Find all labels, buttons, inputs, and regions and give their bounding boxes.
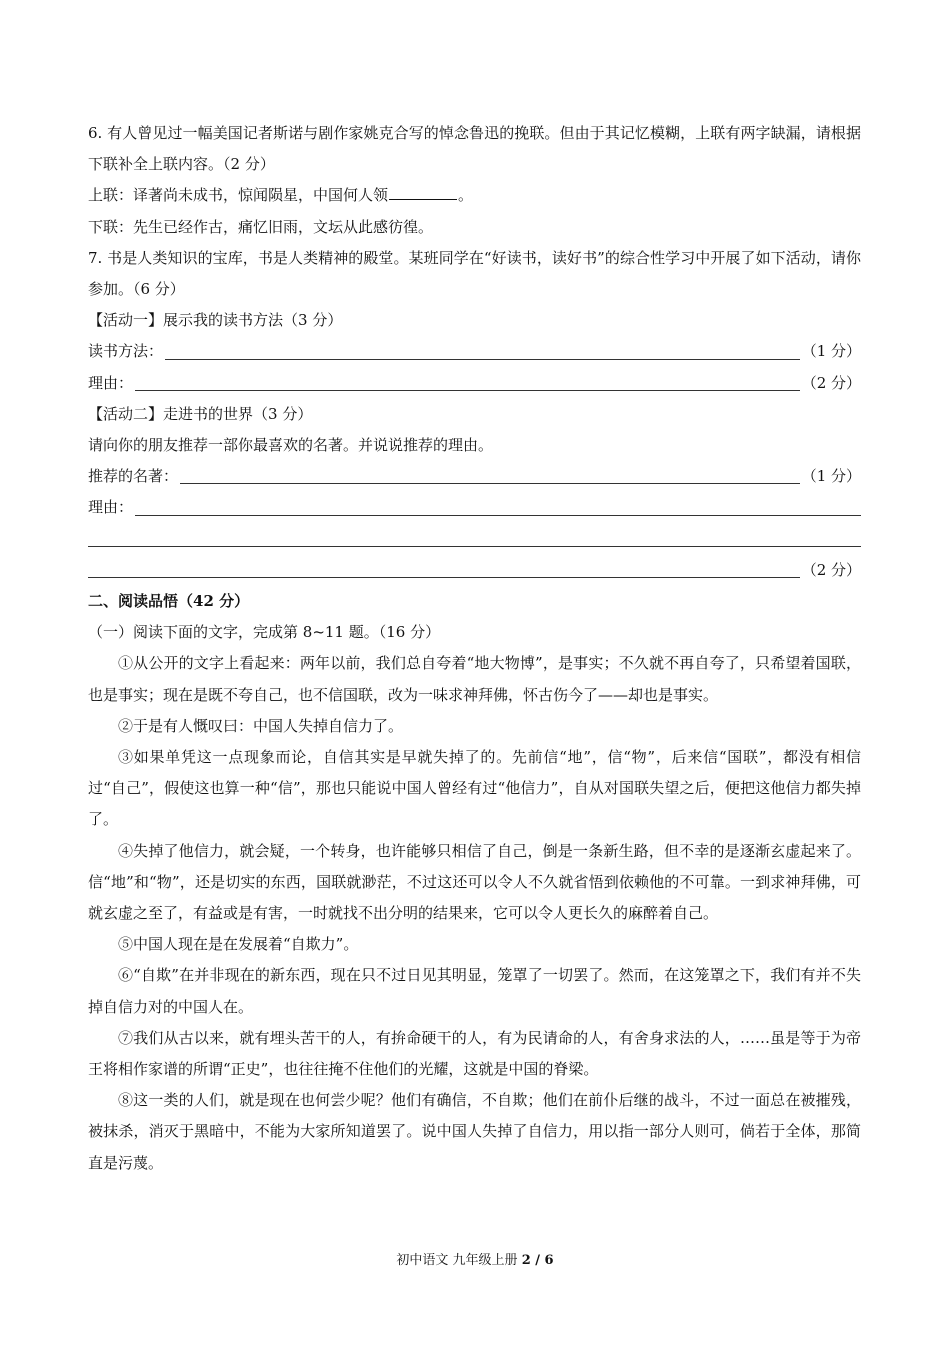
recommended-book-points: （1 分）: [801, 467, 861, 486]
activity-1-title: 【活动一】展示我的读书方法（3 分）: [88, 311, 343, 330]
reason-2-answer-line-3[interactable]: [88, 576, 800, 578]
page-footer: [0, 1252, 950, 1270]
question-7-prompt: 7. 书是人类知识的宝库，书是人类精神的殿堂。某班同学在“好读书，读好书”的综合性学习中开展了如下活动，请你参加。（6 分）: [88, 248, 861, 299]
activity-2-title: 【活动二】走进书的世界（3 分）: [88, 404, 313, 423]
reading-method-label: 读书方法：: [88, 342, 164, 361]
reason-1-answer-line[interactable]: [135, 389, 800, 391]
section-2-subtitle: （一）阅读下面的文字，完成第 8~11 题。（16 分）: [88, 623, 441, 642]
activity-2-instruction: 请向你的朋友推荐一部你最喜欢的名著。并说说推荐的理由。: [88, 436, 494, 455]
reason-1-label: 理由：: [88, 373, 134, 392]
couplet-lower: 下联：先生已经作古，痛忆旧雨，文坛从此感彷徨。: [88, 217, 434, 236]
passage-paragraph-4: ④失掉了他信力，就会疑，一个转身，也许能够只相信了自己，倒是一条新生路，但不幸的是逐渐玄虚起来了。信“地”和“物”，还是切实的东西，国联就渺茫，不过这还可以令人不久就省悟到依赖他的不可靠。一到求神拜佛，可就玄虚之至了，有益或是有害，一时就找不出分明的结果来，它可以令人更长久的麻醉着自己。: [88, 841, 861, 923]
footer-subject: 初中语文 九年级上册: [396, 1253, 518, 1268]
passage-paragraph-1: ①从公开的文字上看起来：两年以前，我们总自夸着“地大物博”，是事实；不久就不再自夸了，只希望着国联，也是事实；现在是既不夸自己，也不信国联，改为一味求神拜佛，怀古伤今了——却也是事实。: [88, 654, 861, 704]
passage-paragraph-7: ⑦我们从古以来，就有埋头苦干的人，有拚命硬干的人，有为民请命的人，有舍身求法的人，……虽是等于为帝王将相作家谱的所谓“正史”，也往往掩不住他们的光耀，这就是中国的脊梁。: [88, 1028, 861, 1079]
reason-2-label: 理由：: [88, 498, 134, 517]
reading-method-answer-line[interactable]: [165, 358, 800, 360]
reading-method-points: （1 分）: [801, 342, 861, 361]
couplet-blank[interactable]: [389, 184, 457, 200]
section-2-title: 二、阅读品悟（42 分）: [88, 592, 250, 611]
recommended-book-row: [88, 461, 861, 492]
reason-2-last-row: [88, 555, 861, 586]
reason-1-points: （2 分）: [801, 373, 861, 392]
footer-page-number: 2 / 6: [521, 1253, 554, 1268]
reason-1-row: [88, 368, 861, 399]
question-6-prompt: 6. 有人曾见过一幅美国记者斯诺与剧作家姚克合写的悼念鲁迅的挽联。但由于其记忆模糊，上联有两字缺漏，请根据下联补全上联内容。（2 分）: [88, 124, 861, 174]
passage-paragraph-5: ⑤中国人现在是在发展着“自欺力”。: [118, 935, 359, 954]
reason-2-row: [88, 492, 861, 523]
passage-paragraph-8: ⑧这一类的人们，就是现在也何尝少呢？他们有确信，不自欺；他们在前仆后继的战斗，不过一面总在被摧残，被抹杀，消灭于黑暗中，不能为大家所知道罢了。说中国人失掉了自信力，用以指一部分人则可，倘若于全体，那简直是污蔑。: [88, 1091, 861, 1172]
reading-method-row: [88, 336, 861, 367]
couplet-upper: [88, 180, 861, 211]
couplet-upper-end: 。: [458, 186, 474, 205]
reason-2-answer-line-2[interactable]: [88, 524, 861, 555]
recommended-book-answer-line[interactable]: [180, 482, 800, 484]
reason-2-points: （2 分）: [801, 560, 861, 579]
couplet-upper-text: 上联：译著尚未成书，惊闻陨星，中国何人领: [88, 186, 389, 205]
exam-page-content: [88, 118, 861, 1179]
passage-paragraph-3: ③如果单凭这一点现象而论，自信其实是早就失掉了的。先前信“地”，信“物”，后来信“国联”，都没有相信过“自己”，假使这也算一种“信”，那也只能说中国人曾经有过“他信力”，自从对国联失望之后，便把这他信力都失掉了。: [88, 748, 861, 829]
recommended-book-label: 推荐的名著：: [88, 467, 179, 486]
passage-paragraph-2: ②于是有人慨叹曰：中国人失掉自信力了。: [118, 716, 404, 735]
passage-paragraph-6: ⑥“自欺”在并非现在的新东西，现在只不过日见其明显，笼罩了一切罢了。然而，在这笼罩之下，我们有并不失掉自信力对的中国人在。: [88, 966, 861, 1016]
reason-2-answer-line-1[interactable]: [135, 514, 861, 516]
